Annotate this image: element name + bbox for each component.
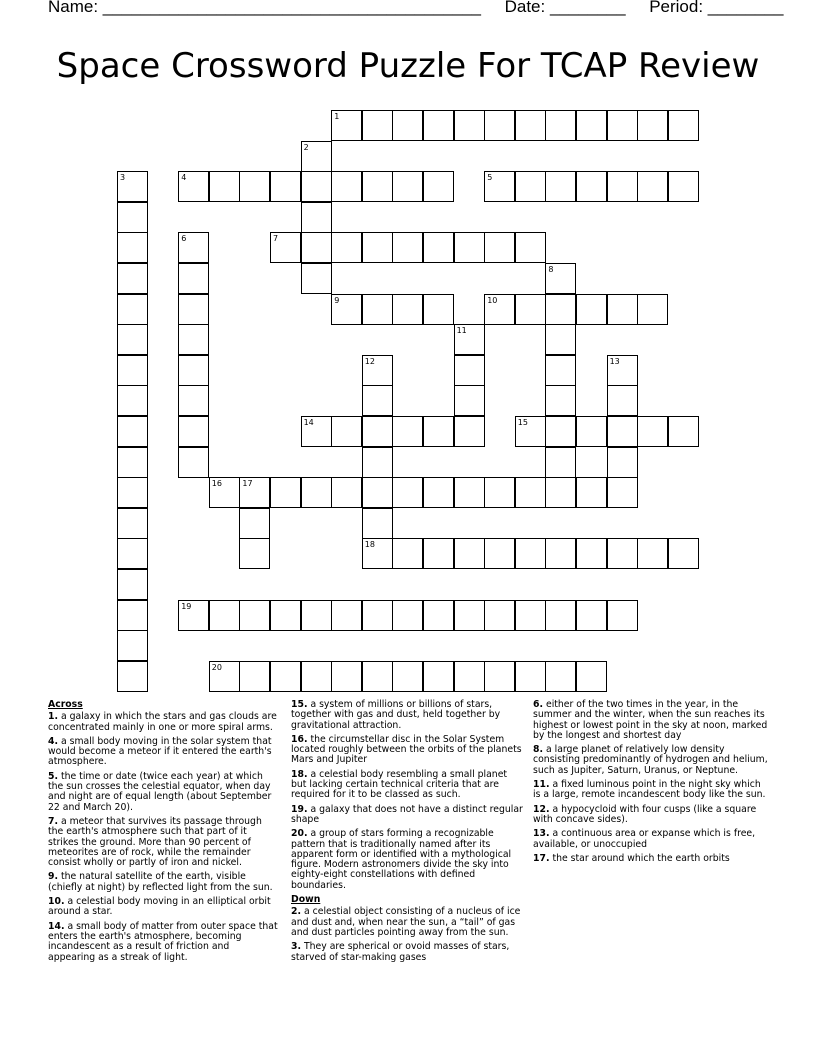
grid-cell[interactable] [484,171,515,202]
clue-number: 8 [548,265,554,274]
grid-cell[interactable] [576,294,607,325]
grid-cell[interactable] [270,477,301,508]
grid-cell[interactable] [239,508,270,539]
grid-cell[interactable] [423,294,454,325]
grid-cell[interactable] [637,538,668,569]
clue-item [533,805,769,826]
clue-item-text: a small body moving in the solar system that would become a meteor if it entered the earth's atmosphere. [48,735,272,768]
grid-cell[interactable] [362,385,393,416]
grid-cell[interactable] [117,294,148,325]
grid-cell[interactable] [545,324,576,355]
grid-cell[interactable] [668,416,699,447]
grid-cell[interactable] [117,630,148,661]
grid-cell[interactable] [484,600,515,631]
grid-cell[interactable] [392,477,423,508]
grid-cell[interactable] [178,294,209,325]
clue-item [291,735,523,766]
grid-cell[interactable] [423,600,454,631]
clue-number: 4 [181,173,187,183]
grid-cell[interactable] [545,447,576,478]
grid-cell[interactable] [454,477,485,508]
grid-cell[interactable] [607,385,638,416]
clue-item [48,772,278,813]
clue-item-text: a galaxy in which the stars and gas clouds are concentrated mainly in one or more spiral arms. [48,711,277,733]
grid-cell[interactable] [484,294,515,325]
grid-cell[interactable] [545,110,576,141]
grid-cell[interactable] [270,171,301,202]
grid-cell[interactable] [484,538,515,569]
clue-item-number: 19. [291,803,308,815]
grid-cell[interactable] [576,661,607,692]
clue-item-number: 18. [291,768,308,780]
grid-cell[interactable] [362,661,393,692]
grid-cell[interactable] [178,232,209,263]
grid-cell[interactable] [607,171,638,202]
grid-cell[interactable] [607,538,638,569]
grid-cell[interactable] [362,110,393,141]
clue-number: 9 [334,295,340,305]
grid-cell[interactable] [178,416,209,447]
grid-cell[interactable] [637,416,668,447]
grid-cell[interactable] [607,110,638,141]
grid-cell[interactable] [301,232,332,263]
clue-number: 3 [120,173,126,183]
grid-cell[interactable] [545,600,576,631]
clue-number: 7 [273,234,279,244]
clue-item [48,897,278,918]
grid-cell[interactable] [576,477,607,508]
grid-cell[interactable] [454,600,485,631]
grid-cell[interactable] [178,447,209,478]
grid-cell[interactable] [301,171,332,202]
clue-item-number: 7. [48,815,59,827]
clue-item [533,854,769,864]
clue-item-text: a galaxy that does not have a distinct regular shape [291,803,523,825]
grid-cell[interactable] [239,600,270,631]
grid-cell[interactable] [545,355,576,386]
clue-number: 17 [242,479,253,489]
grid-cell[interactable] [209,600,240,631]
grid-cell[interactable] [668,110,699,141]
clue-number: 1 [334,112,340,121]
clue-number: 6 [181,234,187,244]
grid-cell[interactable] [301,661,332,692]
clue-item [291,770,523,801]
clue-item-number: 11. [533,779,550,791]
clue-item-text: They are spherical or ovoid masses of stars, starved of star-making gases [291,941,510,963]
clues-column-3 [533,700,769,868]
clue-item-number: 14. [48,920,65,932]
clue-number: 10 [487,295,498,305]
clue-item-text: a celestial body moving in an elliptical orbit around a star. [48,896,271,918]
clue-item-text: a celestial body resembling a small planet but lacking certain technical criteria that are required for it to be classed as such. [291,768,508,801]
grid-cell[interactable] [239,171,270,202]
grid-cell[interactable] [637,110,668,141]
grid-cell[interactable] [484,110,515,141]
grid-cell[interactable] [515,416,546,447]
clue-item [48,712,278,733]
clue-item-text: a celestial object consisting of a nucleus of ice and dust and, when near the sun, a “tail” of gas and dust particles pointing away from the sun. [291,906,521,938]
clue-item-text: a group of stars forming a recognizable pattern that is traditionally named after its apparent form or identified with a mythological figure. Modern astronomers divide the sky into eighty-eight constellations with defined boundaries. [291,828,512,891]
clue-item-number: 3. [291,941,302,953]
down-heading: Down [291,894,321,906]
grid-cell[interactable] [117,569,148,600]
grid-cell[interactable] [576,600,607,631]
grid-cell[interactable] [576,171,607,202]
across-heading: Across [48,699,83,710]
grid-cell[interactable] [607,294,638,325]
grid-cell[interactable] [607,447,638,478]
grid-cell[interactable] [423,232,454,263]
grid-cell[interactable] [392,171,423,202]
clue-item [291,942,523,963]
clue-item-text: a hypocycloid with four cusps (like a square with concave sides). [533,803,757,825]
grid-cell[interactable] [545,416,576,447]
clue-number: 15 [517,418,528,427]
grid-cell[interactable] [301,416,332,447]
clues-column-2 [291,700,523,967]
grid-cell[interactable] [637,171,668,202]
clue-item-number: 8. [533,744,544,756]
grid-cell[interactable] [392,661,423,692]
grid-cell[interactable] [545,171,576,202]
clue-number: 18 [364,540,375,550]
clue-number: 14 [303,418,314,427]
grid-cell[interactable] [239,477,270,508]
grid-cell[interactable] [576,538,607,569]
clue-number: 20 [211,662,222,672]
grid-cell[interactable] [607,477,638,508]
grid-cell[interactable] [331,416,362,447]
grid-cell[interactable] [423,110,454,141]
grid-cell[interactable] [117,508,148,539]
grid-cell[interactable] [362,538,393,569]
grid-cell[interactable] [331,110,362,141]
grid-cell[interactable] [239,661,270,692]
clue-item [291,805,523,826]
grid-cell[interactable] [178,600,209,631]
grid-cell[interactable] [423,661,454,692]
clue-number: 12 [364,356,375,366]
grid-cell[interactable] [515,294,546,325]
grid-cell[interactable] [117,447,148,478]
grid-cell[interactable] [454,416,485,447]
grid-cell[interactable] [423,171,454,202]
clue-number: 13 [609,356,620,366]
clue-item-text: the natural satellite of the earth, visible (chiefly at night) by reflected light from the sun. [48,871,273,893]
grid-cell[interactable] [454,355,485,386]
grid-cell[interactable] [576,416,607,447]
clue-item-number: 6. [533,699,544,710]
grid-cell[interactable] [362,508,393,539]
grid-cell[interactable] [270,232,301,263]
grid-cell[interactable] [331,294,362,325]
clue-item [291,700,523,731]
clue-number: 2 [303,142,309,152]
grid-cell[interactable] [454,324,485,355]
grid-cell[interactable] [423,477,454,508]
clue-number: 5 [487,173,493,183]
grid-cell[interactable] [545,538,576,569]
grid-cell[interactable] [117,232,148,263]
grid-cell[interactable] [515,477,546,508]
grid-cell[interactable] [117,477,148,508]
grid-cell[interactable] [392,538,423,569]
grid-cell[interactable] [668,171,699,202]
grid-cell[interactable] [515,232,546,263]
grid-cell[interactable] [392,232,423,263]
clue-item [533,780,769,801]
clue-item [533,829,769,850]
clue-item [48,922,278,963]
clue-item [48,817,278,868]
clue-item-number: 16. [291,733,308,745]
grid-cell[interactable] [392,294,423,325]
grid-cell[interactable] [362,600,393,631]
name-date-period-line: Name: ________________________________________ Date: ________ Period: ________ [48,0,784,16]
clue-item-text: a fixed luminous point in the night sky which is a large, remote incandescent body like the sun. [533,779,766,801]
grid-cell[interactable] [392,600,423,631]
grid-cell[interactable] [454,538,485,569]
grid-cell[interactable] [117,324,148,355]
grid-cell[interactable] [362,355,393,386]
clue-number: 16 [211,479,222,489]
grid-cell[interactable] [301,202,332,233]
grid-cell[interactable] [117,171,148,202]
grid-cell[interactable] [362,294,393,325]
grid-cell[interactable] [484,661,515,692]
grid-cell[interactable] [301,141,332,172]
grid-cell[interactable] [362,171,393,202]
grid-cell[interactable] [454,232,485,263]
page-title: Space Crossword Puzzle For TCAP Review [56,46,760,86]
clues-column-1 [48,700,278,967]
grid-cell[interactable] [607,355,638,386]
grid-cell[interactable] [423,538,454,569]
clue-item-number: 13. [533,828,550,840]
grid-cell[interactable] [301,263,332,294]
clue-item-number: 10. [48,896,65,908]
grid-cell[interactable] [362,416,393,447]
grid-cell[interactable] [362,477,393,508]
clue-item-text: the circumstellar disc in the Solar System located roughly between the orbits of the planets Mars and Jupiter [291,733,522,766]
grid-cell[interactable] [178,355,209,386]
grid-cell[interactable] [515,171,546,202]
grid-cell[interactable] [331,600,362,631]
clue-item-number: 9. [48,871,59,883]
grid-cell[interactable] [301,477,332,508]
clue-item-text: a small body of matter from outer space that enters the earth's atmosphere, becoming incandescent as a result of friction and appearing as a streak of light. [48,920,278,963]
grid-cell[interactable] [117,600,148,631]
grid-cell[interactable] [362,232,393,263]
grid-cell[interactable] [423,416,454,447]
grid-cell[interactable] [117,538,148,569]
clue-number: 19 [181,601,192,611]
clue-item-number: 1. [48,711,59,723]
grid-cell[interactable] [545,661,576,692]
grid-cell[interactable] [331,661,362,692]
grid-cell[interactable] [117,355,148,386]
clue-item-number: 17. [533,852,550,864]
grid-cell[interactable] [331,477,362,508]
grid-cell[interactable] [545,294,576,325]
clue-item-text: a large planet of relatively low density consisting predominantly of hydrogen and helium, such as Jupiter, Saturn, Uranus, or Neptune. [533,744,768,776]
grid-cell[interactable] [576,110,607,141]
grid-cell[interactable] [117,385,148,416]
grid-cell[interactable] [668,538,699,569]
grid-cell[interactable] [178,324,209,355]
grid-cell[interactable] [637,294,668,325]
grid-cell[interactable] [117,202,148,233]
grid-cell[interactable] [209,661,240,692]
clue-item-text: a meteor that survives its passage through the earth's atmosphere such that part of it strikes the ground. More than 90 percent of meteorites are of rock, while the remainder consist wholly or partly of iron and nickel. [48,815,262,869]
grid-cell[interactable] [117,661,148,692]
grid-cell[interactable] [301,600,332,631]
grid-cell[interactable] [545,263,576,294]
grid-cell[interactable] [545,477,576,508]
grid-cell[interactable] [607,600,638,631]
clue-item-number: 15. [291,699,308,710]
grid-cell[interactable] [484,477,515,508]
grid-cell[interactable] [545,385,576,416]
clue-item-number: 2. [291,906,302,918]
grid-cell[interactable] [454,661,485,692]
grid-cell[interactable] [515,538,546,569]
grid-cell[interactable] [392,110,423,141]
grid-cell[interactable] [239,538,270,569]
grid-cell[interactable] [178,385,209,416]
clue-item-text: a continuous area or expanse which is free, available, or unoccupied [533,828,756,850]
grid-cell[interactable] [117,263,148,294]
grid-cell[interactable] [484,232,515,263]
grid-cell[interactable] [515,600,546,631]
grid-cell[interactable] [515,110,546,141]
clue-item [533,700,769,741]
clue-item-number: 12. [533,803,550,815]
grid-cell[interactable] [362,447,393,478]
clue-item [48,737,278,768]
grid-cell[interactable] [331,171,362,202]
clue-item-number: 4. [48,735,59,747]
clue-item-number: 20. [291,828,308,840]
clue-item [291,907,523,938]
grid-cell[interactable] [209,171,240,202]
grid-cell[interactable] [515,661,546,692]
clue-item-text: the star around which the earth orbits [549,852,730,864]
grid-cell[interactable] [270,661,301,692]
clue-item [533,745,769,776]
grid-cell[interactable] [209,477,240,508]
grid-cell[interactable] [392,416,423,447]
grid-cell[interactable] [178,263,209,294]
grid-cell[interactable] [117,416,148,447]
grid-cell[interactable] [178,171,209,202]
clue-item-text: a system of millions or billions of stars, together with gas and dust, held together by gravitational attraction. [291,699,501,731]
clue-item [48,872,278,893]
clue-item [291,829,523,891]
grid-cell[interactable] [454,385,485,416]
grid-cell[interactable] [331,232,362,263]
clue-item-text: either of the two times in the year, in the summer and the winter, when the sun reaches its highest or lowest point in the sky at noon, marked by the longest and shortest day [533,699,768,741]
clue-item-number: 5. [48,770,59,782]
clue-number: 11 [456,326,467,336]
clue-item-text: the time or date (twice each year) at which the sun crosses the celestial equator, when day and night are of equal length (about September 22 and March 20). [48,770,272,813]
grid-cell[interactable] [607,416,638,447]
grid-cell[interactable] [270,600,301,631]
grid-cell[interactable] [454,110,485,141]
